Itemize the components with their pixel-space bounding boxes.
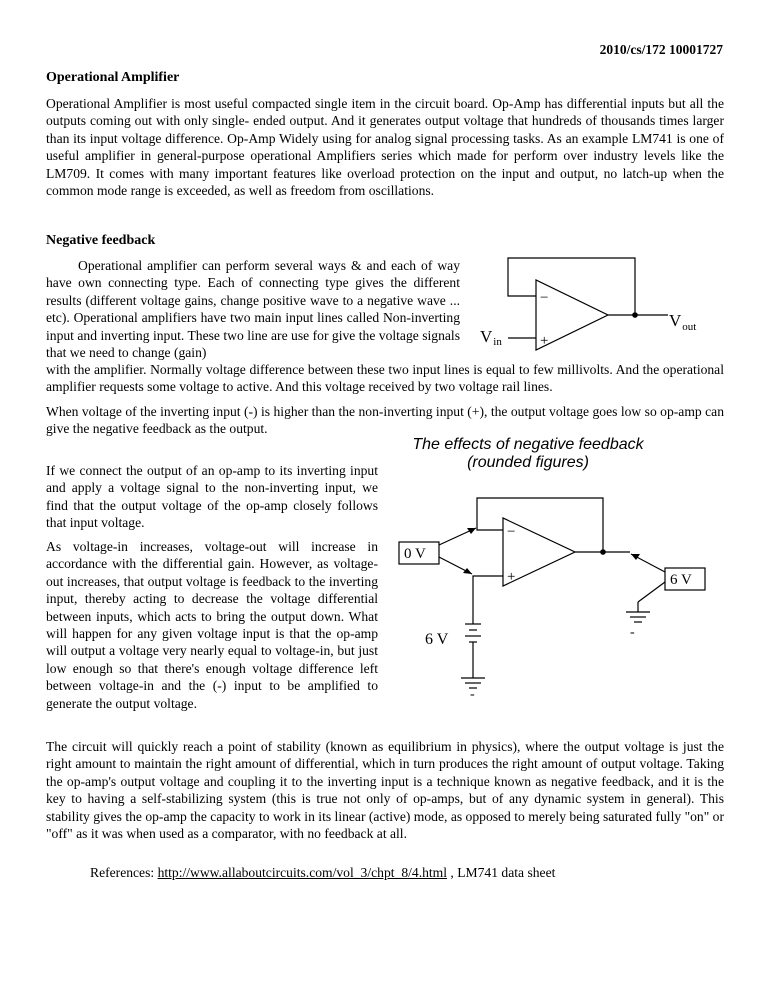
arrow-head-out [631, 554, 640, 560]
ground-minus-out: - [630, 625, 635, 640]
references-suffix: , LM741 data sheet [447, 865, 556, 880]
vout-sub: out [682, 321, 697, 333]
vin-label [480, 327, 502, 348]
diagram-title-line1: The effects of negative feedback [412, 436, 644, 453]
noninverting-sign: + [540, 333, 549, 349]
noninverting-sign: + [507, 569, 516, 585]
references [90, 865, 555, 881]
references-prefix: References: [90, 865, 158, 880]
document-id: 2010/cs/172 10001727 [599, 42, 723, 57]
output-junction-dot [632, 312, 638, 318]
arrow-head-in-bottom [463, 568, 472, 574]
vin-sub: in [493, 336, 502, 348]
section-title-negative-feedback: Negative feedback [46, 233, 156, 248]
output-junction-dot [600, 549, 606, 555]
reference-link[interactable]: http://www.allaboutcircuits.com/vol_3/chpt_8/4.html [157, 865, 448, 880]
diagram-title-line2: (rounded figures) [467, 454, 589, 471]
meter-in-value: 0 V [404, 546, 426, 562]
feedback-wire [477, 498, 603, 552]
ground-minus-battery: - [470, 687, 475, 700]
diagram-title [398, 436, 658, 472]
section-title-operational-amplifier: Operational Amplifier [46, 70, 180, 85]
vout-main: V [669, 311, 682, 330]
vout-label [669, 311, 696, 333]
paragraph-1-continued: with the amplifier. Normally voltage difference between these two input lines is equal to few millivolts. And the operational amplifier requests some voltage to active. And this voltage received by two voltage rail lines. [46, 362, 724, 395]
inverting-sign: − [540, 290, 549, 306]
paragraph-5: The circuit will quickly reach a point of stability (known as equilibrium in physics), where the output voltage is just the right amount to maintain the right amount of differential, which in turn produces the right amount of output voltage. Taking the op-amp's output voltage and coupling it to the inverting input is a technique known as negative feedback, and it is the key to having a self-stabilizing system (this is true not only of op-amps, but of any dynamic system in general). This stability gives the op-amp the capacity to work in its linear (active) mode, as opposed to merely being saturated fully "on" or "off" as it was when used as a comparator, with no feedback at all. [46, 739, 724, 842]
vin-main: V [480, 327, 493, 346]
paragraph-4: As voltage-in increases, voltage-out will increase in accordance with the differential gain. However, as voltage-out increases, that output voltage is feedback to the inverting input, thereby acting to decrease the voltage differential between inputs, which acts to bring the output down. What will happen for any given voltage input is that the op-amp will output a voltage very nearly equal to voltage-in, but just low enough so that there's enough voltage difference left between voltage-in and the (-) input to be amplified to generate the output voltage. [46, 539, 378, 711]
intro-paragraph: Operational Amplifier is most useful compacted single item in the circuit board. Op-Amp has differential inputs but all the outputs coming out with only single- ended output. And it generates output voltage that hundreds of thousands times larger than its input voltage difference. Op-Amp Widely using for analog signal processing tasks. As an example LM741 is one of useful amplifier in general-purpose operational Amplifiers series which made for perform over industry levels like the LM709. It comes with many important features like overload protection on the input and output, no latch-up when the common mode range is exceeded, as well as freedom from oscillations. [46, 96, 724, 199]
battery-voltage-label: 6 V [425, 631, 449, 648]
inverting-sign: − [507, 524, 516, 540]
negative-feedback-diagram [395, 490, 715, 700]
paragraph-3: If we connect the output of an op-amp to its inverting input and apply a voltage signal to the non-inverting input, we find that the output voltage of the op-amp closely follows that input voltage. [46, 463, 378, 531]
meter-out-probe-bottom [638, 582, 665, 602]
paragraph-2: When voltage of the inverting input (-) is higher than the non-inverting input (+), the output voltage goes low so op-amp can give the negative feedback as the output. [46, 404, 724, 437]
feedback-wire [508, 258, 635, 315]
opamp-follower-diagram [470, 252, 720, 362]
meter-out-value: 6 V [670, 572, 692, 588]
input-wire [473, 576, 503, 624]
paragraph-wrap-1: Operational amplifier can perform several ways & and each of way have own connecting type. Each of connecting type gives the different results (different voltage gains, change positive wave to a negative wave ... etc). Operational amplifiers have two main input lines called Non-inverting input and inverting input. These two line are use for give the voltage signals that we need to change (gain) [46, 258, 460, 361]
